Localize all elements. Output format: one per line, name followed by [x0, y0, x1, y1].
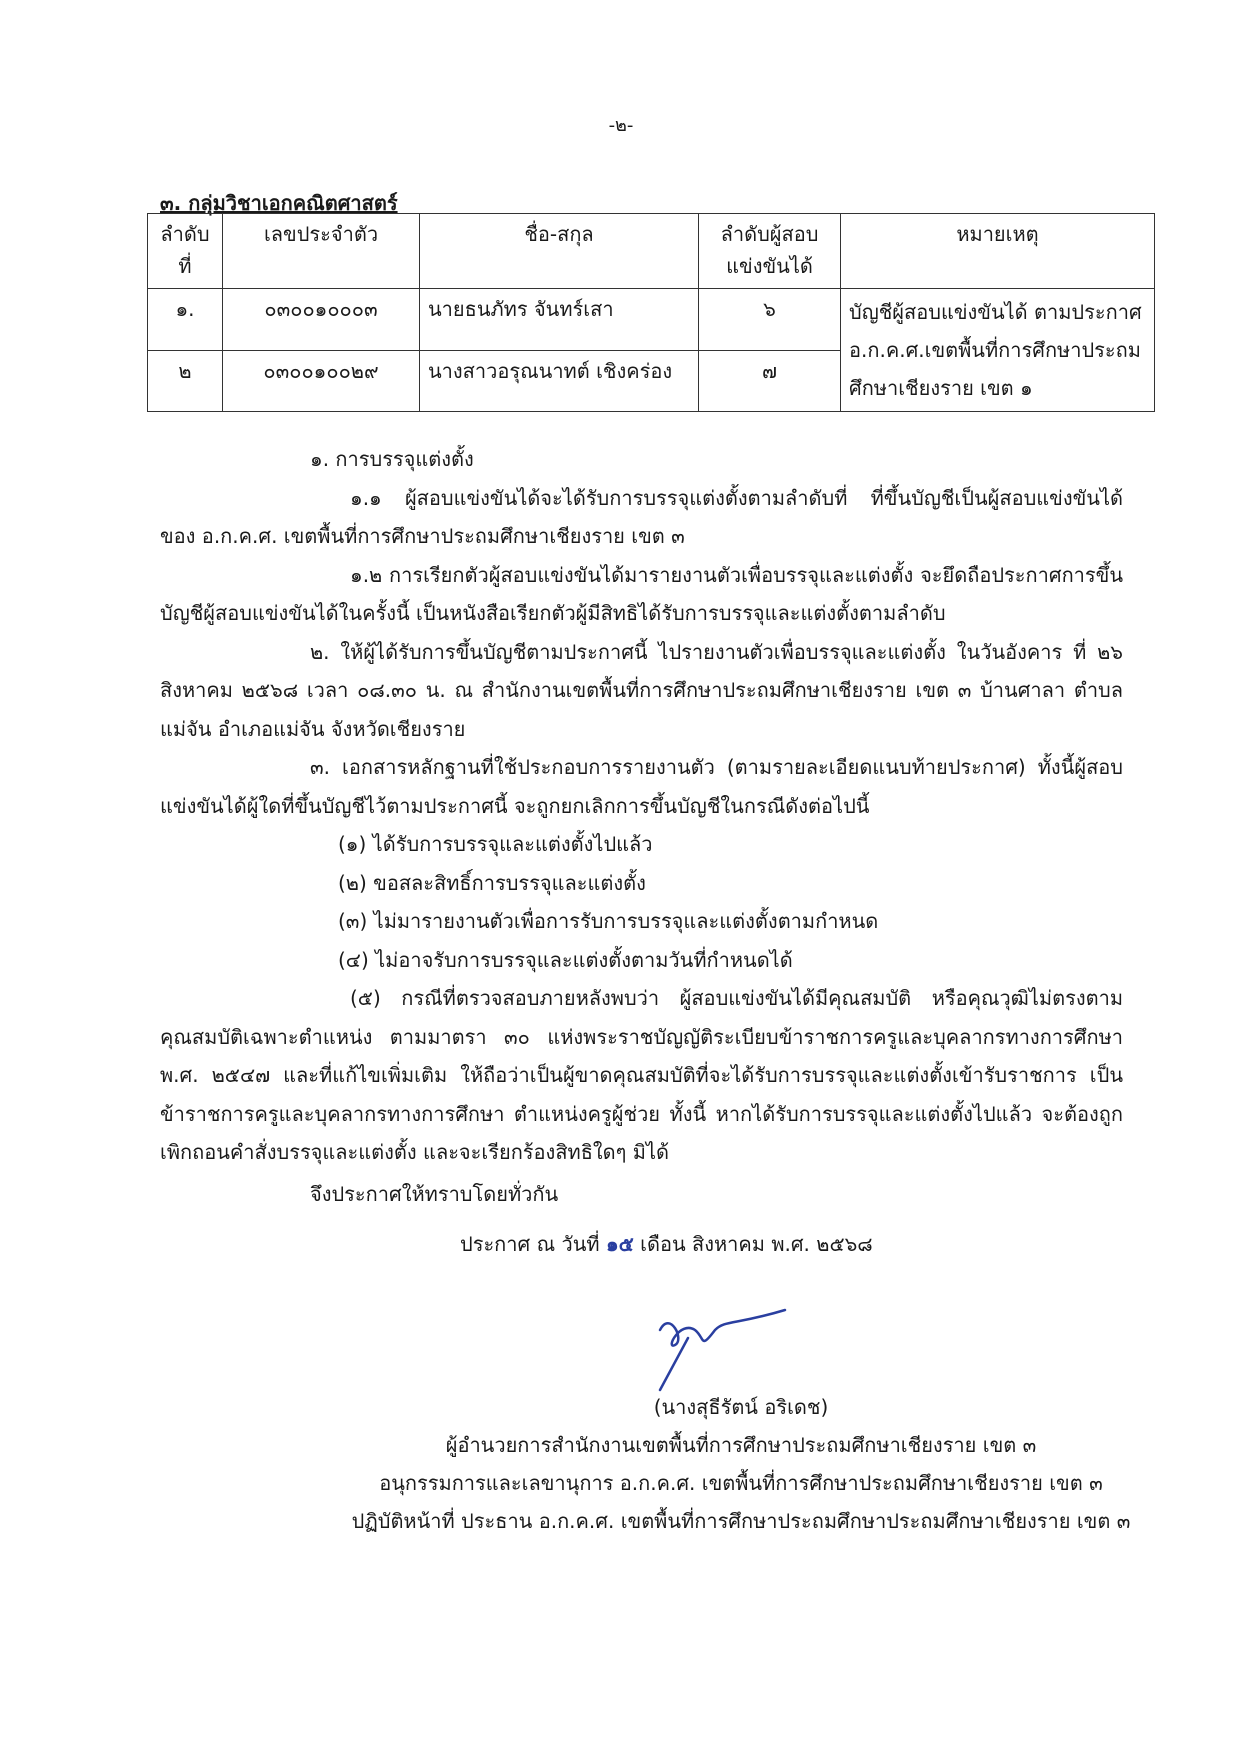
handwritten-day: ๑๕ [605, 1232, 634, 1256]
announce-prefix: ประกาศ ณ วันที่ [460, 1232, 600, 1256]
candidate-table [147, 213, 1155, 412]
row-rank: ๖ [699, 289, 841, 351]
header-name: ชื่อ-สกุล [420, 214, 699, 289]
announce-suffix: เดือน สิงหาคม พ.ศ. ๒๕๖๘ [640, 1232, 873, 1256]
row-name: นางสาวอรุณนาทต์ เชิงคร่อง [420, 350, 699, 412]
clause-1-2: ๑.๒ การเรียกตัวผู้สอบแข่งขันได้มารายงานตัวเพื่อบรรจุและแต่งตั้ง จะยึดถือประกาศการขึ้นบัญชีผู้สอบแข่งขันได้ในครั้งนี้ เป็นหนังสือเรียกตัวผู้มีสิทธิได้รับการบรรจุและแต่งตั้งตามลำดับ [160, 562, 1123, 625]
signature-block [0, 1388, 1242, 1540]
header-id: เลขประจำตัว [223, 214, 420, 289]
condition-2: (๒) ขอสละสิทธิ์การบรรจุและแต่งตั้ง [338, 870, 646, 895]
condition-5: (๕) กรณีที่ตรวจสอบภายหลังพบว่า ผู้สอบแข่งขันได้มีคุณสมบัติ หรือคุณวุฒิไม่ตรงตามคุณสมบัติเฉพาะตำแหน่ง ตามมาตรา ๓๐ แห่งพระราชบัญญัติระเบียบข้าราชการครูและบุคลากรทางการศึกษา พ.ศ. ๒๕๔๗ และที่แก้ไขเพิ่มเติม ให้ถือว่าเป็นผู้ขาดคุณสมบัติที่จะได้รับการบรรจุและแต่งตั้งเข้ารับราชการ เป็นข้าราชการครูและบุคลากรทางการศึกษา ตำแหน่งครูผู้ช่วย ทั้งนี้ หากได้รับการบรรจุและแต่งตั้งไปแล้ว จะต้องถูกเพิกถอนคำสั่งบรรจุและแต่งตั้ง และจะเรียกร้องสิทธิใดๆ มิได้ [160, 986, 1123, 1164]
header-rank: ลำดับผู้สอบแข่งขันได้ [699, 214, 841, 289]
header-remark: หมายเหตุ [841, 214, 1155, 289]
signer-name: (นางสุธีรัตน์ อริเดช) [653, 1395, 829, 1419]
row-no: ๒ [148, 350, 223, 412]
row-name: นายธนภัทร จันทร์เสา [420, 289, 699, 351]
row-rank: ๗ [699, 350, 841, 412]
condition-1: (๑) ได้รับการบรรจุและแต่งตั้งไปแล้ว [338, 832, 653, 856]
signature-image [640, 1300, 790, 1395]
clause-1-heading: ๑. การบรรจุแต่งตั้ง [310, 447, 474, 471]
row-id: ๐๓๐๐๑๐๐๐๓ [223, 289, 420, 351]
signer-title-1: ผู้อำนวยการสำนักงานเขตพื้นที่การศึกษาประถมศึกษาเชียงราย เขต ๓ [445, 1433, 1037, 1457]
signer-title-3: ปฏิบัติหน้าที่ ประธาน อ.ก.ค.ศ. เขตพื้นที่การศึกษาประถมศึกษาประถมศึกษาเชียงราย เขต ๓ [351, 1509, 1131, 1533]
clause-3: ๓. เอกสารหลักฐานที่ใช้ประกอบการรายงานตัว (ตามรายละเอียดแนบท้ายประกาศ) ทั้งนี้ผู้สอบแข่งขันได้ผู้ใดที่ขึ้นบัญชีไว้ตามประกาศนี้ จะถูกยกเลิกการขึ้นบัญชีในกรณีดังต่อไปนี้ [160, 755, 1123, 818]
announcement-body [160, 440, 1123, 1172]
header-no: ลำดับที่ [148, 214, 223, 289]
announcement-date [460, 1228, 873, 1260]
page-number: -๒- [608, 115, 634, 136]
table-row [148, 289, 1155, 351]
table-header-row [148, 214, 1155, 289]
closing-statement: จึงประกาศให้ทราบโดยทั่วกัน [310, 1182, 559, 1206]
signer-title-2: อนุกรรมการและเลขานุการ อ.ก.ค.ศ. เขตพื้นที่การศึกษาประถมศึกษาเชียงราย เขต ๓ [379, 1471, 1103, 1495]
row-remark: บัญชีผู้สอบแข่งขันได้ ตามประกาศ อ.ก.ค.ศ.เขตพื้นที่การศึกษาประถมศึกษาเชียงราย เขต ๑ [841, 289, 1155, 412]
clause-1-1: ๑.๑ ผู้สอบแข่งขันได้จะได้รับการบรรจุแต่งตั้งตามลำดับที่ ที่ขึ้นบัญชีเป็นผู้สอบแข่งขันได้ของ อ.ก.ค.ศ. เขตพื้นที่การศึกษาประถมศึกษาเชียงราย เขต ๓ [160, 485, 1123, 548]
row-id: ๐๓๐๐๑๐๐๒๙ [223, 350, 420, 412]
condition-4: (๔) ไม่อาจรับการบรรจุและแต่งตั้งตามวันที่กำหนดได้ [338, 947, 793, 972]
clause-2: ๒. ให้ผู้ได้รับการขึ้นบัญชีตามประกาศนี้ ไปรายงานตัวเพื่อบรรจุและแต่งตั้ง ในวันอังคาร ที่ ๒๖ สิงหาคม ๒๕๖๘ เวลา ๐๘.๓๐ น. ณ สำนักงานเขตพื้นที่การศึกษาประถมศึกษาเชียงราย เขต ๓ บ้านศาลา ตำบลแม่จัน อำเภอแม่จัน จังหวัดเชียงราย [160, 639, 1123, 741]
section-title: ๓. กลุ่มวิชาเอกคณิตศาสตร์ [160, 191, 398, 215]
condition-3: (๓) ไม่มารายงานตัวเพื่อการรับการบรรจุและแต่งตั้งตามกำหนด [338, 909, 879, 933]
row-no: ๑. [148, 289, 223, 351]
